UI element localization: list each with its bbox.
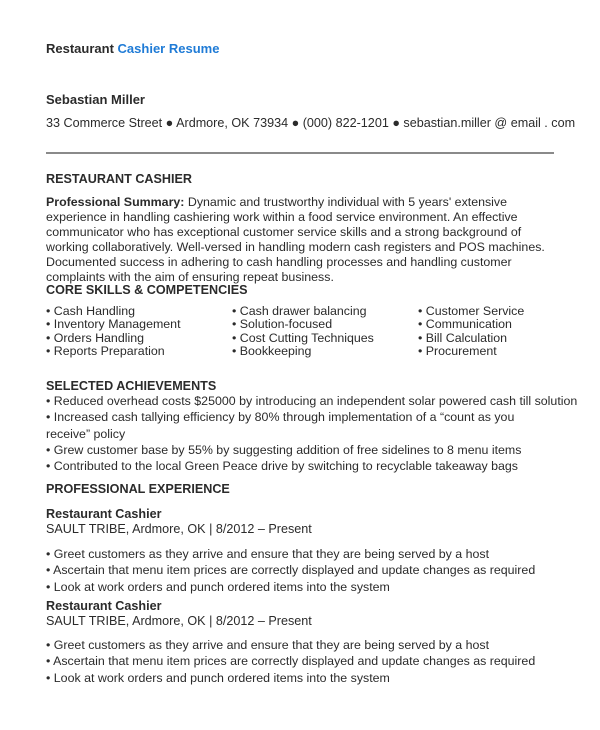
summary-label: Professional Summary: [46, 195, 185, 209]
skill-item: • Communication [418, 317, 512, 332]
job-bullets [46, 637, 556, 686]
skill-item: • Reports Preparation [46, 343, 165, 358]
skill-item: • Cash Handling [46, 304, 136, 318]
document-title-accent: Cashier Resume [117, 41, 220, 56]
achievement-item: • Reduced overhead costs $25000 by introducing an independent solar powered cash till solution [46, 394, 578, 408]
achievement-item: • Increased cash tallying efficiency by 80% through implementation of a “count as you receive” policy [46, 410, 515, 441]
document-title-prefix: Restaurant [46, 41, 114, 56]
job-bullet: • Greet customers as they arrive and ensure that they are being served by a host [46, 547, 490, 561]
candidate-name: Sebastian Miller [46, 92, 145, 107]
job-bullet: • Ascertain that menu item prices are correctly displayed and update changes as required [46, 563, 536, 578]
header-divider [46, 152, 554, 154]
job-bullet: • Look at work orders and punch ordered items into the system [46, 579, 390, 594]
job-title: Restaurant Cashier [46, 599, 162, 613]
achievement-item: • Contributed to the local Green Peace drive by switching to recyclable takeaway bags [46, 459, 518, 474]
job-bullets [46, 546, 556, 595]
skill-item: • Cost Cutting Techniques [232, 330, 374, 345]
skill-item: • Orders Handling [46, 330, 144, 345]
job-meta: SAULT TRIBE, Ardmore, OK | 8/2012 – Present [46, 522, 312, 536]
skill-item: • Bookkeeping [232, 343, 312, 358]
skill-item: • Solution-focused [232, 317, 333, 332]
achievements-heading: SELECTED ACHIEVEMENTS [46, 379, 217, 393]
skills-heading: CORE SKILLS & COMPETENCIES [46, 283, 248, 297]
achievement-item: • Grew customer base by 55% by suggesting addition of free sidelines to 8 menu items [46, 442, 522, 457]
job-bullet: • Ascertain that menu item prices are correctly displayed and update changes as required [46, 654, 536, 669]
professional-summary [46, 195, 554, 285]
job-meta: SAULT TRIBE, Ardmore, OK | 8/2012 – Present [46, 614, 312, 628]
job-bullet: • Greet customers as they arrive and ensure that they are being served by a host [46, 638, 490, 652]
position-heading: RESTAURANT CASHIER [46, 172, 192, 186]
summary-text: Dynamic and trustworthy individual with 5 years' extensive experience in handling cashiering work within a food service environment. An effective communicator who has exceptional customer service skills and a strong background of working collaboratively. Well-versed in handling modern cash registers and POS machines. Documented success in adhering to cash handling processes and handling customer complaints with the aim of ensuring repeat business. [46, 195, 545, 284]
experience-heading: PROFESSIONAL EXPERIENCE [46, 482, 230, 496]
job-title: Restaurant Cashier [46, 507, 162, 521]
achievements-list [46, 393, 578, 474]
document-title [46, 41, 219, 56]
skill-item: • Bill Calculation [418, 330, 508, 345]
skills-grid [46, 304, 556, 357]
skill-item: • Customer Service [418, 304, 525, 318]
skill-item: • Procurement [418, 343, 497, 358]
job-bullet: • Look at work orders and punch ordered items into the system [46, 670, 390, 685]
skill-item: • Cash drawer balancing [232, 304, 367, 318]
contact-line: 33 Commerce Street ● Ardmore, OK 73934 ● (000) 822-1201 ● sebastian.miller @ email . com [46, 116, 576, 130]
skill-item: • Inventory Management [46, 317, 181, 332]
